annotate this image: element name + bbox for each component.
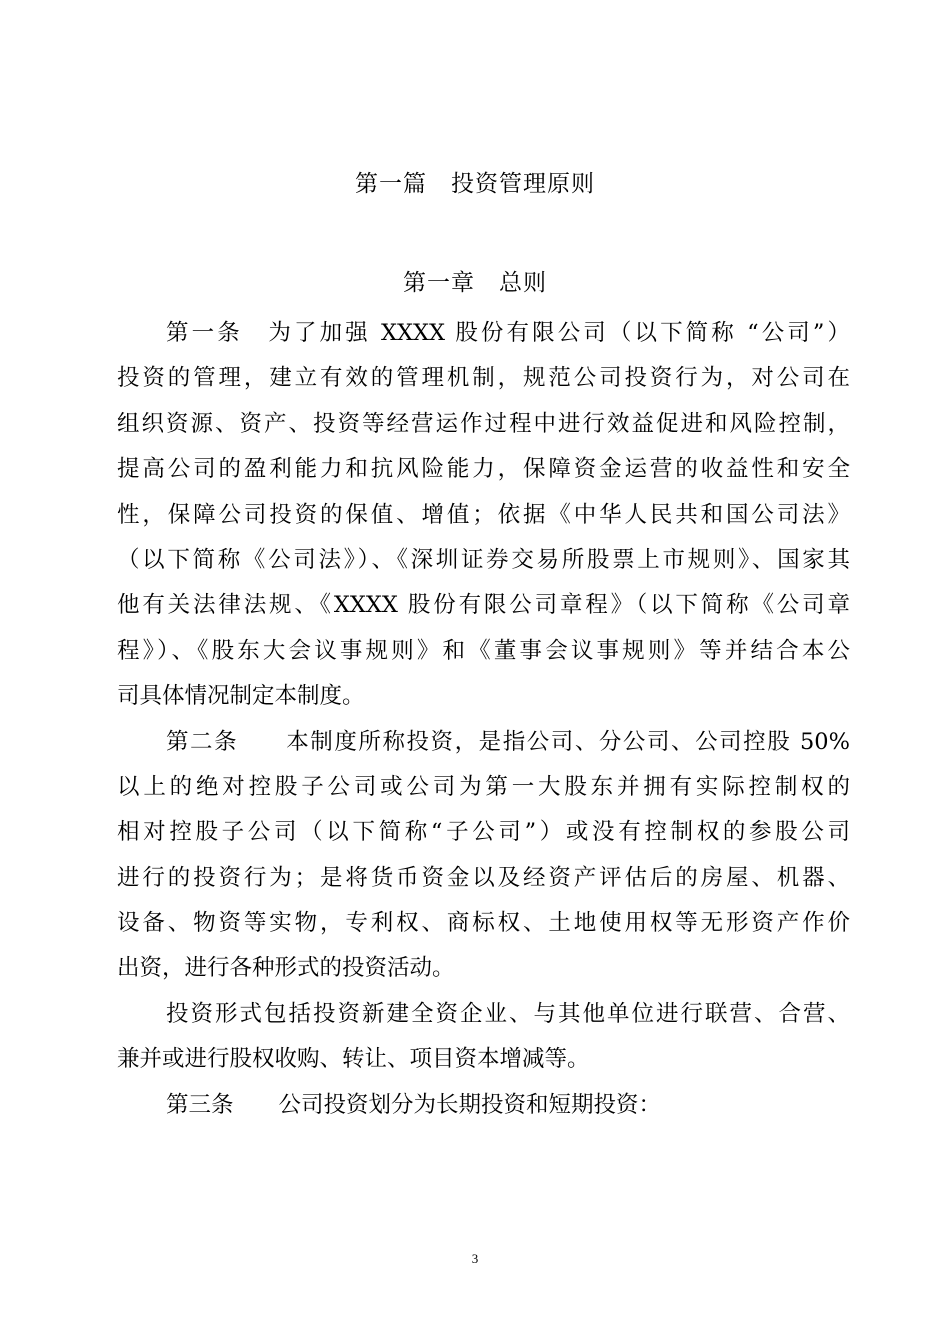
article-1-line-4: 提高公司的盈利能力和抗风险能力，保障资金运营的收益性和安全 bbox=[117, 456, 850, 483]
part-title: 第一篇 投资管理原则 bbox=[355, 171, 595, 197]
article-1-line-6: （以下简称《公司法》）、《深圳证券交易所股票上市规则》、国家其 bbox=[117, 546, 850, 573]
article-1-line-9: 司具体情况制定本制度。 bbox=[117, 683, 365, 710]
article-3-line-1: 第三条 公司投资划分为长期投资和短期投资： bbox=[166, 1091, 662, 1118]
article-2-line-4: 进行的投资行为；是将货币资金以及经资产评估后的房屋、机器、 bbox=[117, 864, 850, 891]
article-1-line-3: 组织资源、资产、投资等经营运作过程中进行效益促进和风险控制， bbox=[117, 410, 850, 437]
article-2-line-1: 第二条 本制度所称投资，是指公司、分公司、公司控股 50% bbox=[166, 728, 850, 755]
article-1-line-2: 投资的管理，建立有效的管理机制，规范公司投资行为，对公司在 bbox=[117, 365, 850, 392]
article-2-line-6: 出资，进行各种形式的投资活动。 bbox=[117, 955, 455, 982]
chapter-title: 第一章 总则 bbox=[403, 270, 547, 296]
article-1-line-7: 他有关法律法规、《XXXX 股份有限公司章程》（以下简称《公司章 bbox=[117, 592, 850, 619]
article-1-line-5: 性，保障公司投资的保值、增值；依据《中华人民共和国公司法》 bbox=[117, 501, 850, 528]
article-2-line-2: 以上的绝对控股子公司或公司为第一大股东并拥有实际控制权的 bbox=[117, 773, 850, 800]
investment-forms-line-1: 投资形式包括投资新建全资企业、与其他单位进行联营、合营、 bbox=[166, 1000, 850, 1027]
article-1-line-8: 程》）、《股东大会议事规则》和《董事会议事规则》等并结合本公 bbox=[117, 637, 850, 664]
page-number: 3 bbox=[471, 1251, 479, 1266]
article-2-line-5: 设备、物资等实物，专利权、商标权、土地使用权等无形资产作价 bbox=[117, 910, 850, 937]
article-2-line-3: 相对控股子公司（以下简称“子公司”）或没有控制权的参股公司 bbox=[117, 819, 850, 846]
document-body bbox=[117, 313, 850, 1130]
article-1-line-1: 第一条 为了加强 XXXX 股份有限公司（以下简称 “公司”） bbox=[166, 320, 850, 346]
investment-forms-line-2: 兼并或进行股权收购、转让、项目资本增减等。 bbox=[117, 1046, 590, 1073]
